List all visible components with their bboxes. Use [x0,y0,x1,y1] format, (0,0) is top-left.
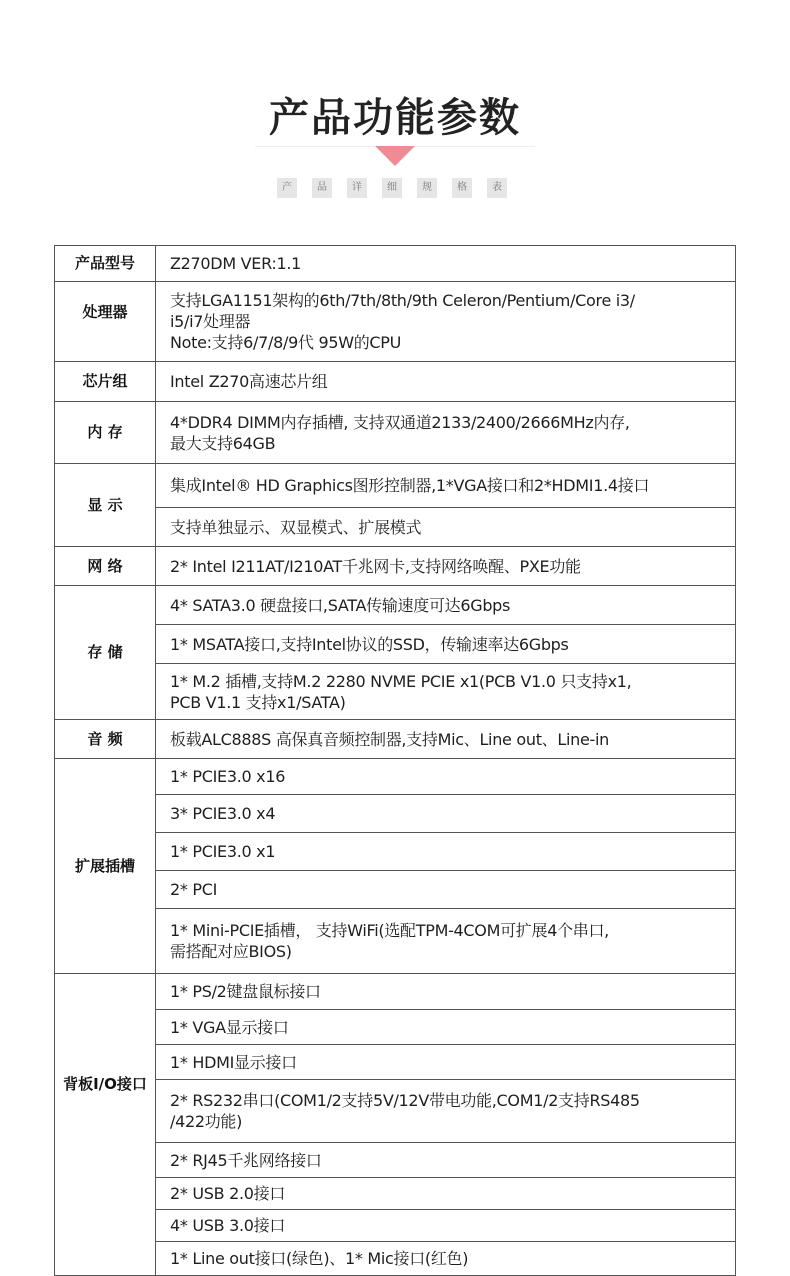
table-row [55,664,736,720]
subtitle-char: 产 [277,178,297,198]
row-value: 1* MSATA接口,支持Intel协议的SSD，传输速率达6Gbps [156,625,736,664]
row-value: 1* HDMI显示接口 [156,1045,736,1080]
row-value: 1* PCIE3.0 x16 [156,759,736,795]
row-value: 1* Mini-PCIE插槽， 支持WiFi(选配TPM-4COM可扩展4个串口, 需搭配对应BIOS) [156,909,736,974]
table-row [55,402,736,464]
row-value: 板载ALC888S 高保真音频控制器,支持Mic、Line out、Line-in [156,720,736,759]
table-row [55,759,736,795]
subtitle-char: 格 [452,178,472,198]
row-label: 处理器 [55,282,156,362]
table-row [55,1080,736,1143]
table-row [55,1143,736,1178]
row-value: Z270DM VER:1.1 [156,246,736,282]
row-value: 支持LGA1151架构的6th/7th/8th/9th Celeron/Pentium/Core i3/ i5/i7处理器 Note:支持6/7/8/9代 95W的CPU [156,282,736,362]
row-value: 3* PCIE3.0 x4 [156,795,736,833]
title-divider-right [415,146,535,147]
row-label: 扩展插槽 [55,759,156,974]
row-value: 1* PCIE3.0 x1 [156,833,736,871]
table-row [55,1010,736,1045]
row-value: 2* Intel I211AT/I210AT千兆网卡,支持网络唤醒、PXE功能 [156,547,736,586]
row-label: 网 络 [55,547,156,586]
table-row [55,586,736,625]
table-row [55,547,736,586]
row-label: 显 示 [55,464,156,547]
subtitle-char: 规 [417,178,437,198]
row-value: 4* USB 3.0接口 [156,1210,736,1242]
row-value: 1* PS/2键盘鼠标接口 [156,974,736,1010]
row-label: 芯片组 [55,362,156,402]
subtitle-char: 品 [312,178,332,198]
table-row [55,1178,736,1210]
table-row [55,625,736,664]
page-title: 产品功能参数 [269,95,521,141]
table-row [55,871,736,909]
table-row [55,362,736,402]
down-arrow-icon [375,146,415,166]
row-value: Intel Z270高速芯片组 [156,362,736,402]
table-row [55,464,736,508]
row-value: 集成Intel® HD Graphics图形控制器,1*VGA接口和2*HDMI1.4接口 [156,464,736,508]
row-value: 支持单独显示、双显模式、扩展模式 [156,508,736,547]
table-row [55,1045,736,1080]
row-label: 音 频 [55,720,156,759]
table-row [55,974,736,1010]
row-value: 2* RJ45千兆网络接口 [156,1143,736,1178]
row-value: 1* VGA显示接口 [156,1010,736,1045]
table-row [55,246,736,282]
row-label: 产品型号 [55,246,156,282]
spec-table [54,245,736,1276]
table-row [55,833,736,871]
row-label: 存 储 [55,586,156,720]
row-value: 4*DDR4 DIMM内存插槽, 支持双通道2133/2400/2666MHz内存, 最大支持64GB [156,402,736,464]
row-label: 背板I/O接口 [55,974,156,1276]
row-value: 1* Line out接口(绿色)、1* Mic接口(红色) [156,1242,736,1276]
row-value: 2* RS232串口(COM1/2支持5V/12V带电功能,COM1/2支持RS485 /422功能) [156,1080,736,1143]
subtitle-char: 详 [347,178,367,198]
table-row [55,795,736,833]
row-label: 内 存 [55,402,156,464]
row-value: 2* USB 2.0接口 [156,1178,736,1210]
table-row [55,1242,736,1276]
table-row [55,508,736,547]
subtitle-char: 表 [487,178,507,198]
row-value: 1* M.2 插槽,支持M.2 2280 NVME PCIE x1(PCB V1.0 只支持x1, PCB V1.1 支持x1/SATA) [156,664,736,720]
title-divider-left [255,146,375,147]
table-row [55,909,736,974]
subtitle-char: 细 [382,178,402,198]
row-value: 2* PCI [156,871,736,909]
table-row [55,282,736,362]
table-row [55,1210,736,1242]
row-value: 4* SATA3.0 硬盘接口,SATA传输速度可达6Gbps [156,586,736,625]
table-row [55,720,736,759]
subtitle [277,178,507,198]
